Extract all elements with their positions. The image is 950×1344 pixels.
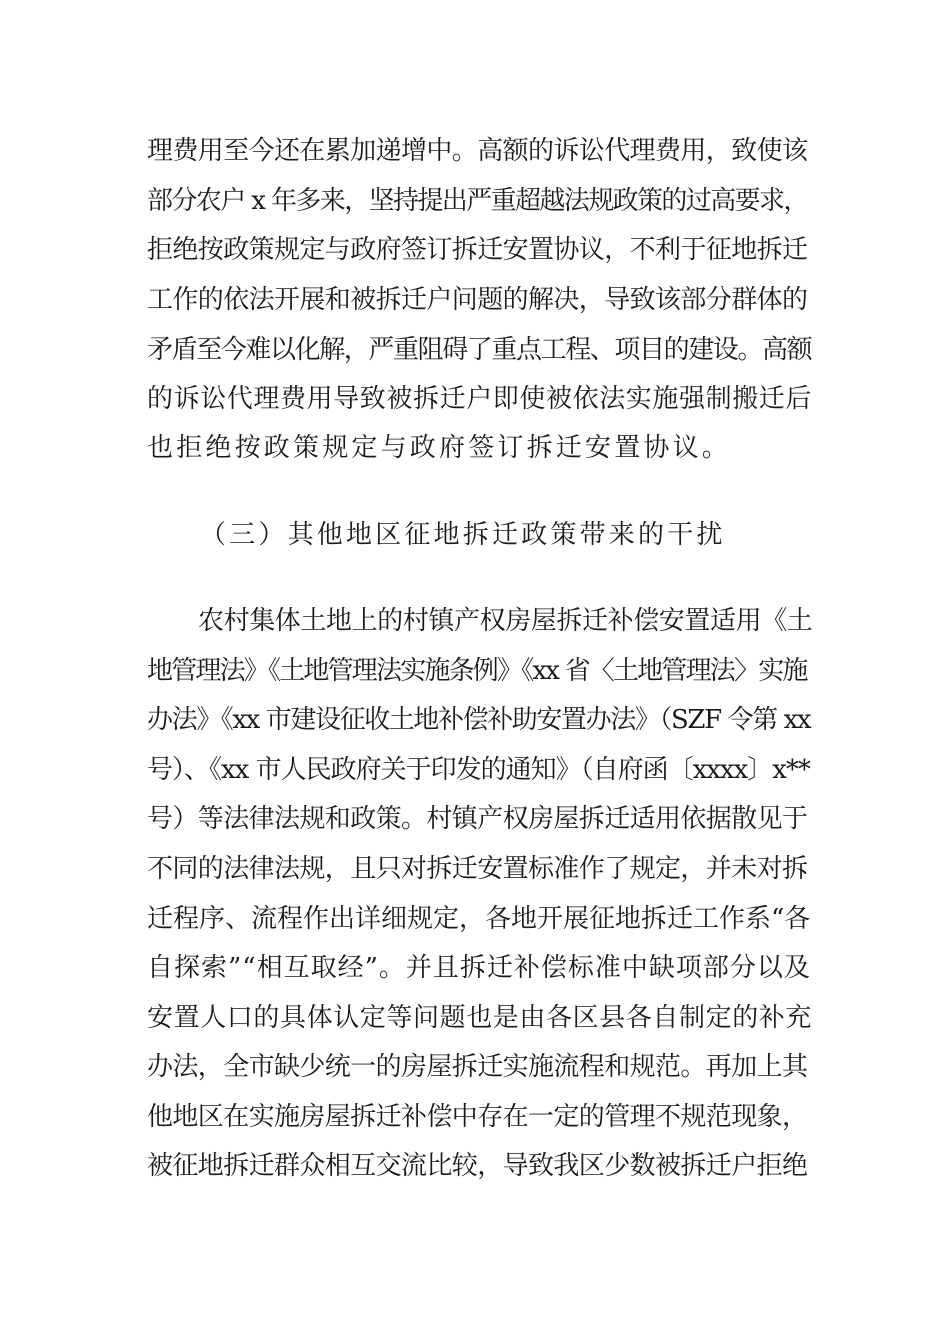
paragraph-2-line-10: 办法，全市缺少统一的房屋拆迁实施流程和规范。再加上其 [147,1052,808,1082]
paragraph-2-line-12: 被征地拆迁群众相互交流比较，导致我区少数被拆迁户拒绝 [147,1151,808,1181]
paragraph-2-line-6: 不同的法律法规，且只对拆迁安置标准作了规定，并未对拆 [147,854,808,884]
paragraph-1-line-7: 也拒绝按政策规定与政府签订拆迁安置协议。 [147,433,732,463]
paragraph-2-line-8: 自探索”“相互取经”。并且拆迁补偿标准中缺项部分以及 [147,953,811,983]
paragraph-2-line-9: 安置人口的具体认定等问题也是由各区县各自制定的补充 [147,1003,813,1033]
paragraph-1-line-4: 工作的依法开展和被拆迁户问题的解决，导致该部分群体的 [147,285,808,315]
paragraph-1-line-5: 矛盾至今难以化解，严重阻碍了重点工程、项目的建设。高额 [147,335,812,365]
paragraph-2-line-7: 迁程序、流程作出详细规定，各地开展征地拆迁工作系“各 [147,904,811,934]
paragraph-2-line-4: 号）、《xx 市人民政府关于印发的通知》（自府函〔xxxx〕x** [147,755,810,785]
paragraph-2-line-3: 办法》《xx 市建设征收土地补偿补助安置办法》（SZF 令第 xx [147,705,811,735]
section-heading: （三）其他地区征地拆迁政策带来的干扰 [200,520,726,550]
paragraph-1-line-6: 的诉讼代理费用导致被拆迁户即使被依法实施强制搬迁后 [147,384,813,414]
paragraph-2-line-5: 号）等法律法规和政策。村镇产权房屋拆迁适用依据散见于 [147,804,808,834]
paragraph-2-line-1: 农村集体土地上的村镇产权房屋拆迁补偿安置适用《土 [198,606,813,636]
paragraph-1-line-1: 理费用至今还在累加递增中。高额的诉讼代理费用，致使该 [147,136,808,166]
paragraph-2-line-2: 地管理法》《土地管理法实施条例》《xx 省〈土地管理法〉实施 [147,656,807,686]
paragraph-1-line-3: 拒绝按政策规定与政府签订拆迁安置协议，不利于征地拆迁 [147,235,808,265]
paragraph-1-line-2: 部分农户 x 年多来，坚持提出严重超越法规政策的过高要求， [147,186,808,216]
paragraph-2-line-11: 他地区在实施房屋拆迁补偿中存在一定的管理不规范现象， [147,1102,808,1132]
